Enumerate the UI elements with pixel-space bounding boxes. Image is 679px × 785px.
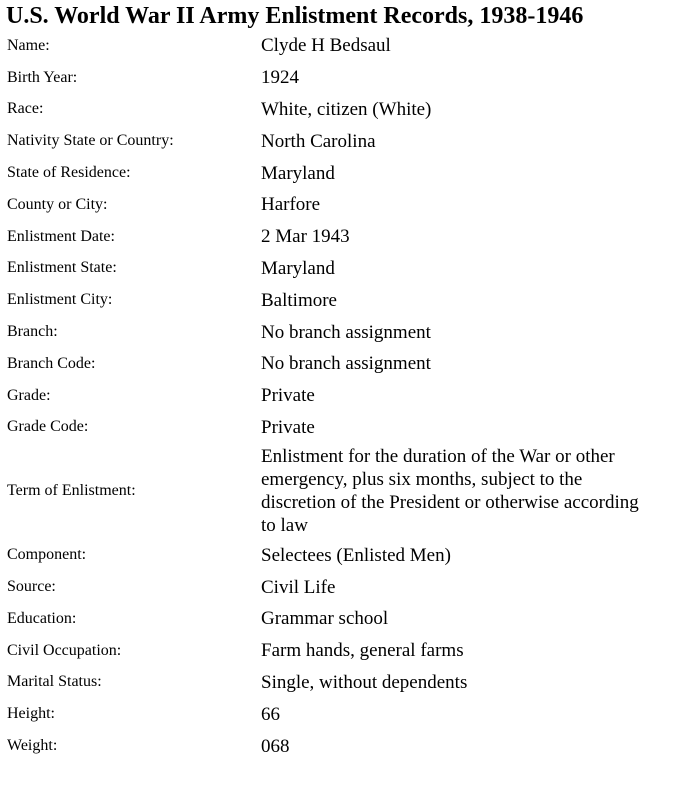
field-value: Clyde H Bedsaul (261, 35, 391, 57)
record-row-marital-status (0, 667, 679, 699)
field-label: Education: (7, 609, 77, 627)
record-row-enlistment-city (0, 284, 679, 316)
field-label: Term of Enlistment: (7, 482, 136, 500)
field-label: Grade Code: (7, 418, 89, 436)
record-row-nativity (0, 125, 679, 157)
field-value: Harfore (261, 194, 321, 216)
field-label: Height: (7, 705, 55, 723)
field-label: Branch: (7, 323, 58, 341)
field-value: Maryland (261, 257, 335, 279)
field-value: Civil Life (261, 576, 336, 598)
field-label: State of Residence: (7, 164, 131, 182)
page-title: U.S. World War II Army Enlistment Records, 1938-1946 (6, 3, 584, 29)
field-label: Nativity State or Country: (7, 132, 174, 150)
field-value: 2 Mar 1943 (261, 226, 350, 248)
record-row-occupation (0, 635, 679, 667)
field-label: Enlistment City: (7, 291, 113, 309)
record-row-residence (0, 157, 679, 189)
field-label: Source: (7, 578, 56, 596)
record-row-branch (0, 316, 679, 348)
field-label: Enlistment Date: (7, 227, 115, 245)
record-row-education (0, 603, 679, 635)
field-value: No branch assignment (261, 353, 431, 375)
field-value: Selectees (Enlisted Men) (261, 544, 451, 566)
record-row-enlistment-state (0, 253, 679, 285)
field-value: North Carolina (261, 130, 376, 152)
record-row-height (0, 698, 679, 730)
record-row-weight (0, 730, 679, 762)
field-label: Component: (7, 546, 87, 564)
record-row-component (0, 539, 679, 571)
field-value: Farm hands, general farms (261, 640, 464, 662)
field-value: Private (261, 416, 315, 438)
field-value: Single, without dependents (261, 671, 468, 693)
field-value: Baltimore (261, 289, 337, 311)
field-value: 1924 (261, 67, 299, 89)
field-value: White, citizen (White) (261, 98, 432, 120)
record-table (0, 30, 679, 762)
field-label: Civil Occupation: (7, 641, 122, 659)
record-row-name (0, 30, 679, 62)
field-value: Enlistment for the duration of the War or other emergency, plus six months, subject to the discretion of the President or otherwise according to law (261, 446, 639, 537)
field-value: 068 (261, 735, 290, 757)
field-label: Birth Year: (7, 68, 78, 86)
record-row-county (0, 189, 679, 221)
field-value: No branch assignment (261, 321, 431, 343)
field-label: Enlistment State: (7, 259, 117, 277)
record-row-source (0, 571, 679, 603)
record-row-enlistment-date (0, 221, 679, 253)
field-label: Name: (7, 36, 50, 54)
field-label: Branch Code: (7, 354, 96, 372)
record-row-term (0, 443, 679, 539)
field-value: Grammar school (261, 608, 389, 630)
field-value: 66 (261, 703, 280, 725)
field-value: Maryland (261, 162, 335, 184)
record-row-race (0, 94, 679, 126)
record-row-grade-code (0, 412, 679, 444)
record-row-branch-code (0, 348, 679, 380)
record-row-grade (0, 380, 679, 412)
field-label: Race: (7, 100, 44, 118)
field-value: Private (261, 385, 315, 407)
field-label: Grade: (7, 386, 51, 404)
field-label: Weight: (7, 737, 58, 755)
field-label: County or City: (7, 195, 108, 213)
field-label: Marital Status: (7, 673, 102, 691)
record-row-birth-year (0, 62, 679, 94)
